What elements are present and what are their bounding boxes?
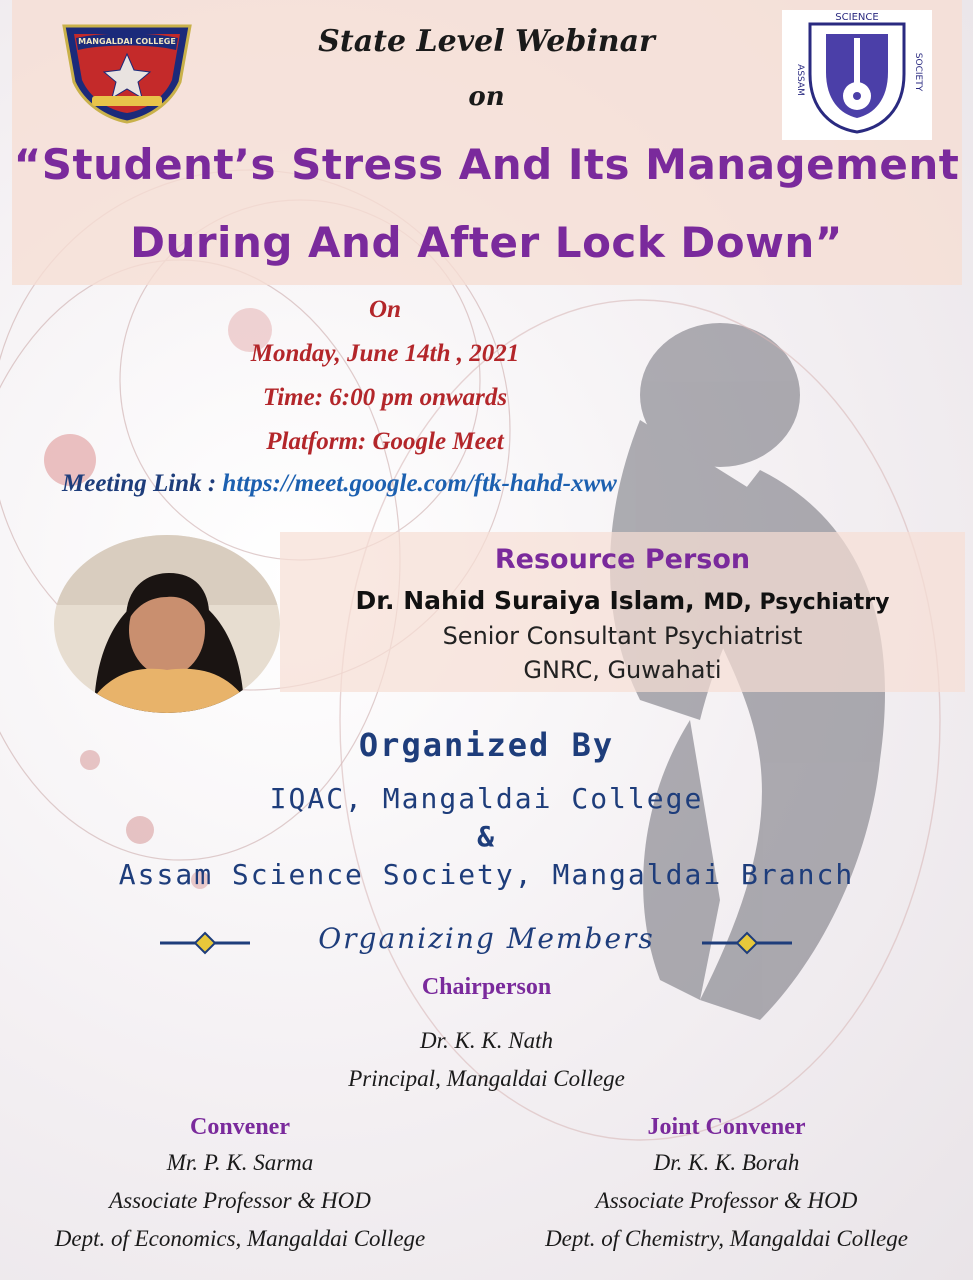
organizing-members-heading: Organizing Members: [318, 922, 655, 955]
event-platform: Platform: Google Meet: [266, 428, 504, 455]
joint-convener-department: Dept. of Chemistry, Mangaldai College: [545, 1226, 908, 1251]
webinar-title-line1: “Student’s Stress And Its Management: [13, 140, 960, 189]
convener-name: Mr. P. K. Sarma: [166, 1150, 314, 1175]
meeting-link-url[interactable]: https://meet.google.com/ftk-hahd-xww: [222, 470, 617, 497]
resource-person-name-row: [280, 586, 965, 615]
resource-person-name: Dr. Nahid Suraiya Islam,: [355, 586, 704, 615]
organized-by-heading: Organized By: [358, 726, 615, 764]
organizer-iqac: IQAC, Mangaldai College: [269, 782, 704, 815]
convener-designation: Associate Professor & HOD: [109, 1188, 371, 1213]
webinar-title-line2: During And After Lock Down”: [130, 218, 843, 267]
resource-person-institution: GNRC, Guwahati: [523, 656, 722, 684]
convener-department: Dept. of Economics, Mangaldai College: [54, 1226, 426, 1251]
chairperson-name: Dr. K. K. Nath: [420, 1028, 553, 1053]
event-date: Monday, June 14th , 2021: [250, 340, 520, 367]
meeting-link-row: [62, 470, 617, 498]
society-logo-text: SCIENCE: [835, 12, 879, 23]
webinar-on: on: [468, 82, 505, 112]
society-logo-assam: ASSAM: [795, 64, 805, 96]
event-time: Time: 6:00 pm onwards: [262, 384, 508, 411]
chairperson-designation: Principal, Mangaldai College: [348, 1066, 625, 1091]
college-logo-text: MANGALDAI COLLEGE: [78, 37, 176, 46]
joint-convener-designation: Associate Professor & HOD: [595, 1188, 858, 1213]
meeting-link-label: Meeting Link :: [62, 470, 223, 497]
chairperson-role: Chairperson: [421, 974, 552, 1000]
resource-person-qualification: MD, Psychiatry: [703, 590, 890, 615]
resource-person-photo: [54, 535, 280, 713]
joint-convener-role: Joint Convener: [647, 1114, 806, 1140]
convener-role: Convener: [190, 1114, 290, 1140]
resource-person-heading: Resource Person: [494, 544, 751, 575]
event-on: On: [369, 296, 401, 323]
organizer-ampersand: &: [477, 820, 496, 853]
webinar-type: State Level Webinar: [318, 24, 655, 59]
joint-convener-name: Dr. K. K. Borah: [653, 1150, 800, 1175]
resource-person-designation: Senior Consultant Psychiatrist: [442, 622, 803, 650]
society-logo-side: SOCIETY: [913, 52, 923, 92]
organizer-science-society: Assam Science Society, Mangaldai Branch: [118, 858, 855, 891]
